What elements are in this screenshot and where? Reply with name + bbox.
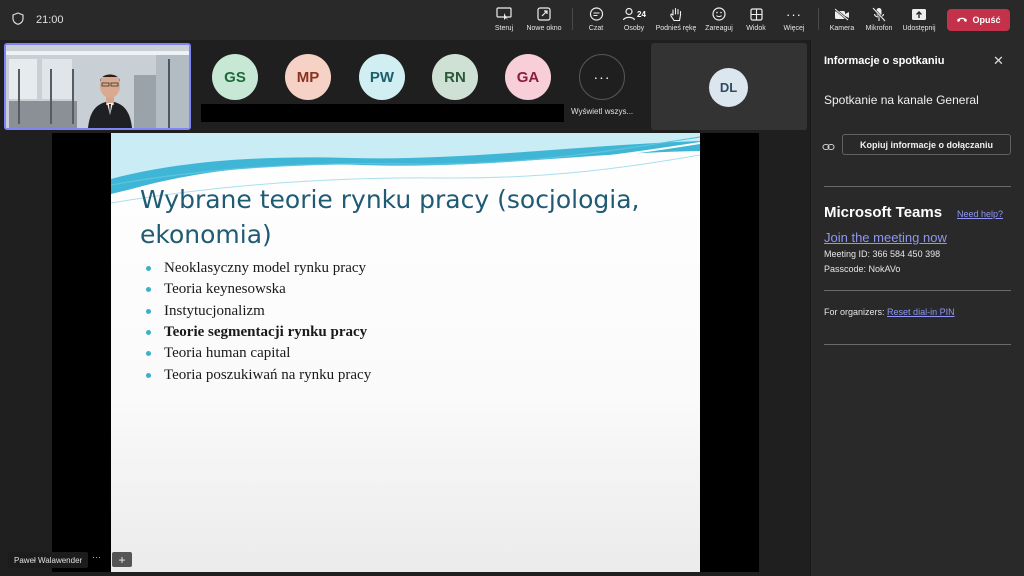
- hand-icon: [669, 5, 683, 23]
- mic-off-icon: [872, 5, 886, 23]
- people-label: Osoby: [623, 25, 645, 32]
- presenter-more-button[interactable]: ···: [92, 552, 101, 562]
- grid-icon: [750, 5, 763, 23]
- bullet-dot: [146, 266, 151, 271]
- leave-label: Opuść: [972, 15, 1001, 25]
- avatar-initials: RN: [444, 68, 466, 86]
- control-label: Steruj: [494, 25, 514, 32]
- meeting-toolbar: [0, 0, 1024, 40]
- self-video-tile[interactable]: [4, 43, 191, 130]
- slide-bullet: [146, 279, 371, 300]
- panel-divider: [824, 186, 1011, 187]
- organizers-line: [824, 307, 955, 317]
- meeting-id: Meeting ID: 366 584 450 398: [824, 249, 941, 259]
- share-button[interactable]: [895, 5, 943, 37]
- pop-out-icon: [537, 5, 551, 23]
- self-video-image: [6, 45, 189, 128]
- reset-pin-link[interactable]: Reset dial-in PIN: [887, 307, 955, 317]
- avatar-initials: GS: [224, 68, 246, 86]
- people-button[interactable]: [610, 5, 658, 37]
- link-icon: [822, 138, 835, 156]
- new-window-label: Nowe okno: [526, 25, 562, 32]
- slide-bullet: [146, 322, 371, 343]
- view-label: Widok: [746, 25, 766, 32]
- show-all-label: Wyświetl wszys...: [571, 107, 634, 116]
- bullet-dot: [146, 330, 151, 335]
- new-window-button[interactable]: [520, 5, 568, 37]
- slide-bullet: [146, 258, 371, 279]
- raise-hand-button[interactable]: [652, 5, 700, 37]
- copy-join-info-button[interactable]: Kopiuj informacje o dołączaniu: [842, 134, 1011, 155]
- panel-divider: [824, 290, 1011, 291]
- mic-label: Mikrofon: [865, 25, 893, 32]
- slide-bullet: [146, 343, 371, 364]
- chat-icon: [589, 5, 604, 23]
- bullet-text: Neoklasyczny model rynku pracy: [164, 260, 367, 277]
- organizers-label: For organizers:: [824, 307, 885, 317]
- more-button[interactable]: [770, 5, 818, 37]
- close-panel-button[interactable]: [993, 53, 1004, 69]
- shield-icon: [12, 12, 24, 28]
- panel-title: Informacje o spotkaniu: [824, 55, 945, 67]
- phone-hangup-icon: [956, 15, 968, 25]
- participant-names-redacted: [201, 104, 564, 122]
- passcode: Passcode: NokAVo: [824, 264, 901, 274]
- camera-label: Kamera: [829, 25, 855, 32]
- join-meeting-link[interactable]: Join the meeting now: [824, 230, 947, 245]
- people-count: 24: [637, 9, 646, 19]
- camera-off-icon: [834, 5, 850, 23]
- bullet-text: Instytucjonalizm: [164, 302, 265, 319]
- smiley-icon: [712, 5, 726, 23]
- share-tray-icon: [911, 5, 927, 23]
- more-dots-icon: ···: [786, 6, 802, 22]
- more-label: Więcej: [783, 25, 805, 32]
- bullet-text: Teorie segmentacji rynku pracy: [164, 324, 368, 341]
- avatar-initials: GA: [516, 68, 540, 86]
- avatar-initials: PW: [369, 68, 395, 86]
- participant-avatar-pw[interactable]: [359, 54, 405, 100]
- presenter-name-label: Paweł Walawender: [8, 552, 88, 568]
- react-label: Zareaguj: [705, 25, 733, 32]
- slide-bullet-list: [146, 258, 371, 386]
- close-icon: ✕: [993, 53, 1004, 68]
- meeting-timer: 21:00: [36, 14, 64, 26]
- avatar-initials: DL: [719, 80, 738, 95]
- participant-avatar-rn[interactable]: [432, 54, 478, 100]
- slide-bullet: [146, 364, 371, 385]
- slide-title: Wybrane teorie rynku pracy (socjologia, ekonomia): [140, 185, 640, 249]
- avatar-initials: MP: [296, 68, 320, 86]
- bullet-text: Teoria keynesowska: [164, 281, 286, 298]
- bullet-dot: [146, 309, 151, 314]
- ms-teams-heading: Microsoft Teams: [824, 204, 943, 221]
- show-all-participants-button[interactable]: [579, 54, 625, 100]
- panel-divider: [824, 344, 1011, 345]
- participant-avatar-dl: [709, 68, 748, 107]
- slide-bullet: [146, 301, 371, 322]
- control-icon: [496, 5, 512, 23]
- leave-button[interactable]: [947, 9, 1010, 31]
- bullet-dot: [146, 287, 151, 292]
- people-icon: [622, 5, 646, 23]
- participant-avatar-ga[interactable]: [505, 54, 551, 100]
- more-dots-icon: ···: [593, 69, 611, 85]
- bullet-text: Teoria human capital: [164, 345, 291, 362]
- meeting-status: [12, 12, 64, 28]
- channel-name: Spotkanie na kanale General: [824, 93, 979, 107]
- participant-avatar-gs[interactable]: [212, 54, 258, 100]
- raise-hand-label: Podnieś rękę: [655, 25, 697, 32]
- bullet-dot: [146, 351, 151, 356]
- bullet-dot: [146, 373, 151, 378]
- presenter-add-button[interactable]: +: [112, 552, 132, 567]
- share-label: Udostępnij: [902, 25, 936, 32]
- bullet-text: Teoria poszukiwań na rynku pracy: [164, 366, 372, 383]
- participant-avatar-mp[interactable]: [285, 54, 331, 100]
- chat-label: Czat: [588, 25, 604, 32]
- need-help-link[interactable]: Need help?: [957, 209, 1004, 219]
